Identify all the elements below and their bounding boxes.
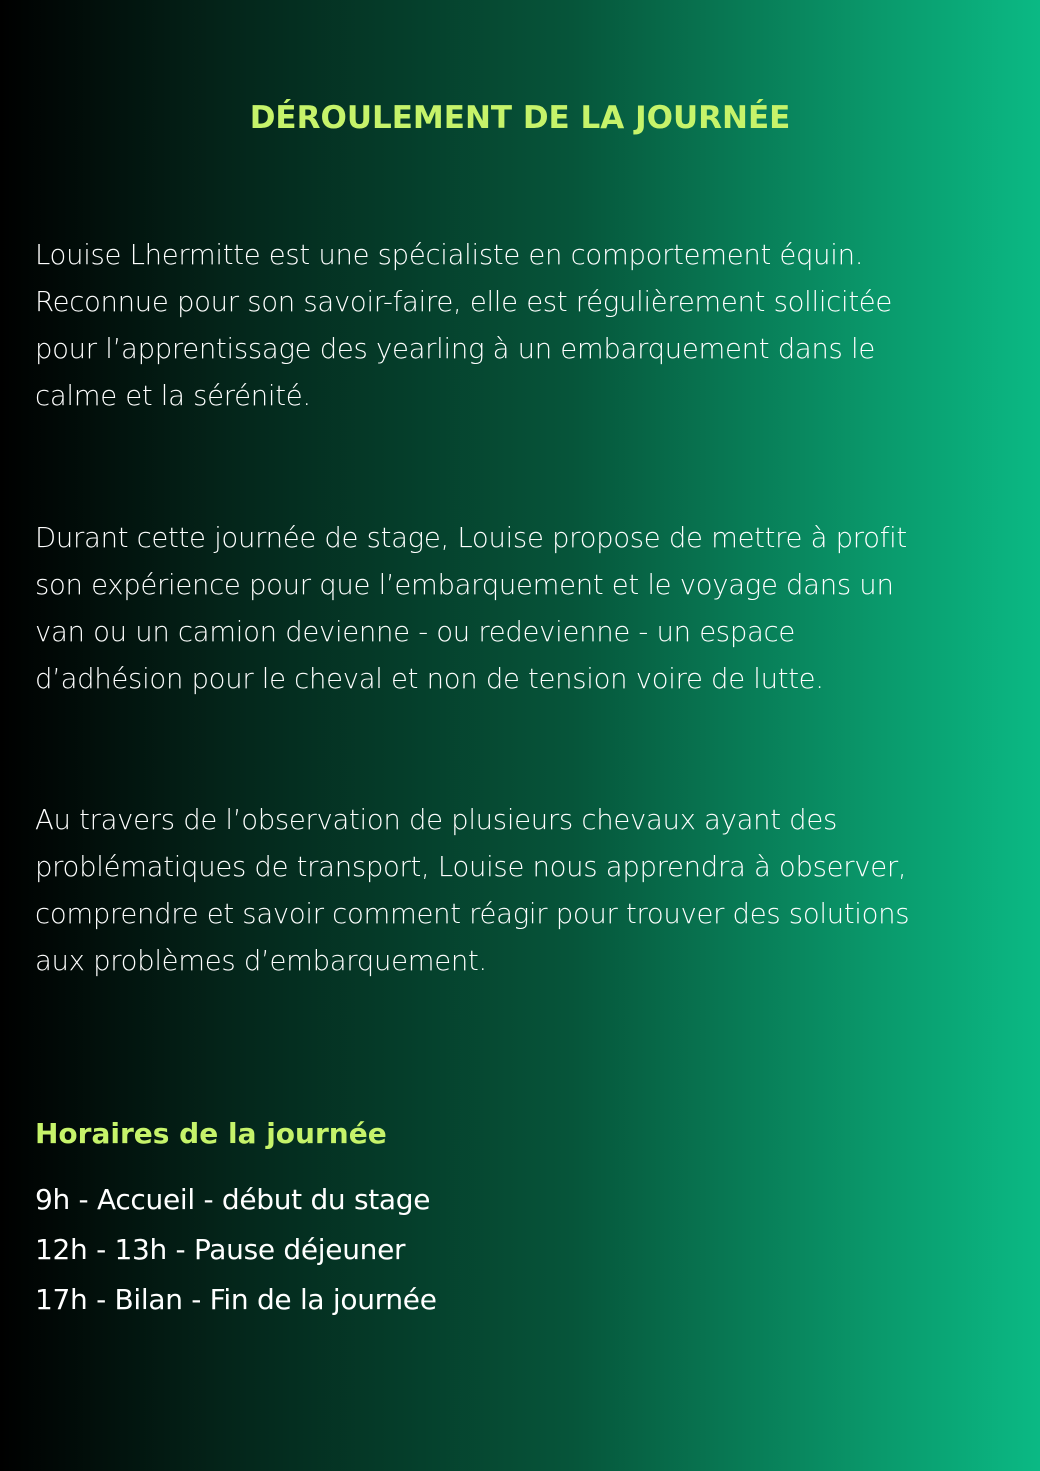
paragraph-line: son expérience pour que l’embarquement et le voyage dans un (35, 569, 894, 601)
paragraph-line: Au travers de l’observation de plusieurs chevaux ayant des (35, 804, 837, 836)
paragraph-line: problématiques de transport, Louise nous apprendra à observer, (35, 851, 907, 883)
schedule-title: Horaires de la journée (35, 1117, 387, 1150)
paragraph-line: d’adhésion pour le cheval et non de tension voire de lutte. (35, 663, 824, 695)
schedule-item: 9h - Accueil - début du stage (35, 1183, 431, 1216)
paragraph-line: Durant cette journée de stage, Louise propose de mettre à profit (35, 522, 907, 554)
observation-paragraph (35, 797, 1015, 985)
paragraph-line: Louise Lhermitte est une spécialiste en comportement équin. (35, 239, 864, 271)
paragraph-line: calme et la sérénité. (35, 380, 311, 412)
intro-paragraph (35, 232, 1015, 420)
paragraph-line: comprendre et savoir comment réagir pour trouver des solutions (35, 898, 910, 930)
paragraph-line: van ou un camion devienne - ou redevienne - un espace (35, 616, 795, 648)
paragraph-line: aux problèmes d’embarquement. (35, 945, 487, 977)
schedule-item: 12h - 13h - Pause déjeuner (35, 1233, 406, 1266)
paragraph-line: pour l’apprentissage des yearling à un embarquement dans le (35, 333, 875, 365)
schedule-item: 17h - Bilan - Fin de la journée (35, 1283, 437, 1316)
schedule-list (35, 1175, 437, 1325)
stage-paragraph (35, 515, 1015, 703)
paragraph-line: Reconnue pour son savoir-faire, elle est régulièrement sollicitée (35, 286, 893, 318)
page-title: DÉROULEMENT DE LA JOURNÉE (249, 100, 791, 136)
